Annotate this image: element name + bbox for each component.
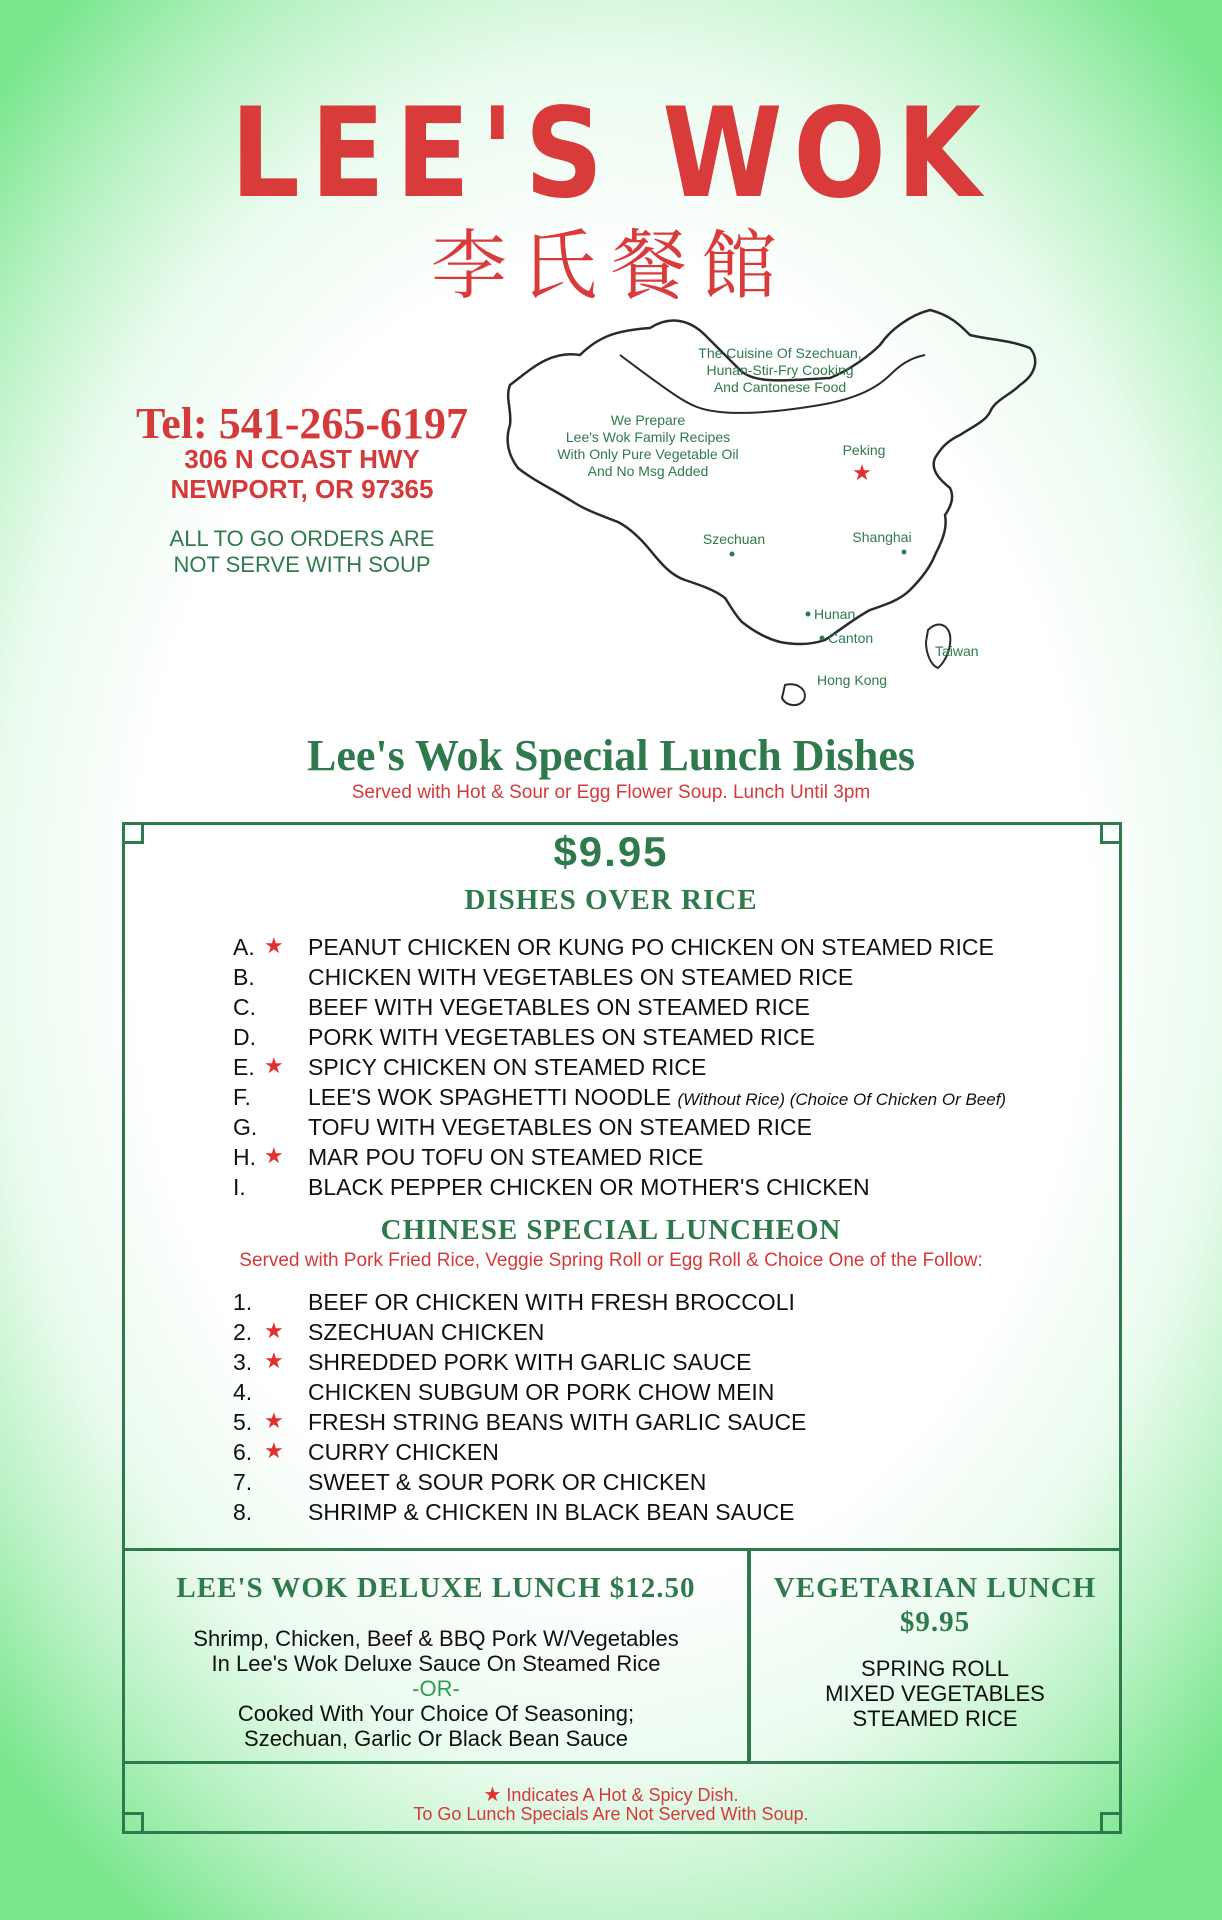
item-code: B. (233, 964, 255, 990)
item-code: 4. (233, 1379, 253, 1405)
item-name: FRESH STRING BEANS WITH GARLIC SAUCE (308, 1409, 807, 1435)
vegetarian-line1: SPRING ROLL (861, 1656, 1009, 1681)
item-code: G. (233, 1114, 258, 1140)
deluxe-or: -OR- (412, 1676, 460, 1701)
list-item (0, 1349, 1222, 1379)
item-name: CHICKEN SUBGUM OR PORK CHOW MEIN (308, 1379, 775, 1405)
item-name: TOFU WITH VEGETABLES ON STEAMED RICE (308, 1114, 812, 1140)
item-name: BLACK PEPPER CHICKEN OR MOTHER'S CHICKEN (308, 1174, 870, 1200)
item-name: SHRIMP & CHICKEN IN BLACK BEAN SAUCE (308, 1499, 795, 1525)
city-hunan: Hunan (814, 606, 856, 622)
item-name: PORK WITH VEGETABLES ON STEAMED RICE (308, 1024, 815, 1050)
item-code: D. (233, 1024, 256, 1050)
map-cuisine-line3: And Cantonese Food (713, 379, 847, 395)
spicy-star-icon: ★ (264, 1143, 284, 1168)
item-code: 6. (233, 1439, 253, 1465)
togo-note-line2: NOT SERVE WITH SOUP (173, 552, 431, 577)
map-cuisine-line2: Hunan-Stir-Fry Cooking (706, 362, 854, 378)
item-code: E. (233, 1054, 255, 1080)
list-item (0, 1114, 1222, 1144)
list-item (0, 1024, 1222, 1054)
spicy-star-icon: ★ (264, 1348, 284, 1373)
item-code: 2. (233, 1319, 253, 1345)
list-item (0, 1499, 1222, 1529)
vegetarian-title: VEGETARIAN LUNCH (773, 1572, 1097, 1604)
deluxe-line2: In Lee's Wok Deluxe Sauce On Steamed Rice (211, 1651, 661, 1676)
item-code: H. (233, 1144, 256, 1170)
item-name: SZECHUAN CHICKEN (308, 1319, 545, 1345)
city-shanghai: Shanghai (852, 529, 912, 545)
vegetarian-line2: MIXED VEGETABLES (825, 1681, 1045, 1706)
item-name: SPICY CHICKEN ON STEAMED RICE (308, 1054, 707, 1080)
item-name: CHICKEN WITH VEGETABLES ON STEAMED RICE (308, 964, 854, 990)
city-peking: Peking (842, 442, 886, 458)
spicy-star-icon: ★ (264, 1438, 284, 1463)
list-item (0, 1289, 1222, 1319)
address-street: 306 N COAST HWY (184, 444, 420, 474)
list-item (0, 994, 1222, 1024)
item-code: I. (233, 1174, 246, 1200)
list-item (0, 1319, 1222, 1349)
item-code: 3. (233, 1349, 253, 1375)
deluxe-line1: Shrimp, Chicken, Beef & BBQ Pork W/Vegetables (193, 1626, 679, 1651)
china-map (490, 300, 1050, 720)
footer-line2: To Go Lunch Specials Are Not Served With Soup. (413, 1804, 809, 1824)
peking-star-icon: ★ (852, 460, 872, 485)
chinese-section-title: CHINESE SPECIAL LUNCHEON (380, 1214, 842, 1246)
deluxe-title: LEE'S WOK DELUXE LUNCH $12.50 (176, 1572, 696, 1604)
togo-note-line1: ALL TO GO ORDERS ARE (169, 526, 435, 551)
hainan-outline (782, 684, 805, 705)
city-canton: Canton (828, 630, 874, 646)
item-code: 8. (233, 1499, 253, 1525)
item-code: F. (233, 1084, 251, 1110)
item-name: MAR POU TOFU ON STEAMED RICE (308, 1144, 704, 1170)
chinese-section-subtitle: Served with Pork Fried Rice, Veggie Spring Roll or Egg Roll & Choice One of the Follow: (239, 1250, 983, 1271)
lunch-price: $9.95 (553, 828, 669, 875)
list-item (0, 964, 1222, 994)
item-name: PEANUT CHICKEN OR KUNG PO CHICKEN ON STEAMED RICE (308, 934, 994, 960)
rice-section-title: DISHES OVER RICE (464, 884, 758, 916)
vegetarian-price: $9.95 (899, 1606, 971, 1638)
list-item (0, 1439, 1222, 1469)
map-prepare-line4: And No Msg Added (587, 463, 709, 479)
spicy-star-icon: ★ (264, 1318, 284, 1343)
item-code: 1. (233, 1289, 253, 1315)
szechuan-dot (730, 552, 735, 557)
city-taiwan: Taiwan (935, 643, 979, 659)
item-name: SHREDDED PORK WITH GARLIC SAUCE (308, 1349, 752, 1375)
phone-number: Tel: 541-265-6197 (135, 399, 469, 448)
item-code: C. (233, 994, 256, 1020)
item-code: 5. (233, 1409, 253, 1435)
address-city: NEWPORT, OR 97365 (170, 474, 434, 504)
hunan-dot (806, 612, 811, 617)
map-cuisine-line1: The Cuisine Of Szechuan, (698, 345, 862, 361)
spicy-star-icon: ★ (264, 1408, 284, 1433)
list-item (0, 1379, 1222, 1409)
item-name: CURRY CHICKEN (308, 1439, 499, 1465)
item-code: 7. (233, 1469, 253, 1495)
shanghai-dot (902, 550, 907, 555)
spicy-star-icon: ★ (264, 933, 284, 958)
spicy-star-icon: ★ (264, 1053, 284, 1078)
item-note: (Without Rice) (Choice Of Chicken Or Beef) (677, 1090, 1007, 1109)
spicy-star-icon: ★ (483, 1784, 502, 1806)
item-name: LEE'S WOK SPAGHETTI NOODLE (308, 1084, 672, 1110)
list-item (0, 934, 1222, 964)
city-szechuan: Szechuan (702, 531, 766, 547)
list-item (0, 1174, 1222, 1204)
city-hongkong: Hong Kong (817, 672, 888, 688)
map-prepare-line3: With Only Pure Vegetable Oil (557, 446, 739, 462)
lunch-title: Lee's Wok Special Lunch Dishes (307, 731, 915, 780)
item-name: BEEF OR CHICKEN WITH FRESH BROCCOLI (308, 1289, 795, 1315)
list-item (0, 1054, 1222, 1084)
list-item (0, 1084, 1222, 1114)
deluxe-line3: Cooked With Your Choice Of Seasoning; (237, 1701, 635, 1726)
canton-dot (820, 636, 825, 641)
deluxe-line4: Szechuan, Garlic Or Black Bean Sauce (244, 1726, 628, 1751)
restaurant-name: LEE'S WOK (230, 82, 992, 226)
item-name-with-note (308, 1084, 1006, 1111)
restaurant-chinese-name: 李氏餐館 (431, 221, 791, 310)
list-item (0, 1469, 1222, 1499)
map-prepare-line1: We Prepare (610, 412, 686, 428)
vegetarian-line3: STEAMED RICE (852, 1706, 1018, 1731)
list-item (0, 1409, 1222, 1439)
footer-line1: Indicates A Hot & Spicy Dish. (506, 1785, 739, 1805)
item-code: A. (233, 934, 255, 960)
list-item (0, 1144, 1222, 1174)
item-name: BEEF WITH VEGETABLES ON STEAMED RICE (308, 994, 810, 1020)
item-name: SWEET & SOUR PORK OR CHICKEN (308, 1469, 707, 1495)
map-prepare-line2: Lee's Wok Family Recipes (565, 429, 731, 445)
lunch-subtitle: Served with Hot & Sour or Egg Flower Soup. Lunch Until 3pm (351, 782, 871, 803)
